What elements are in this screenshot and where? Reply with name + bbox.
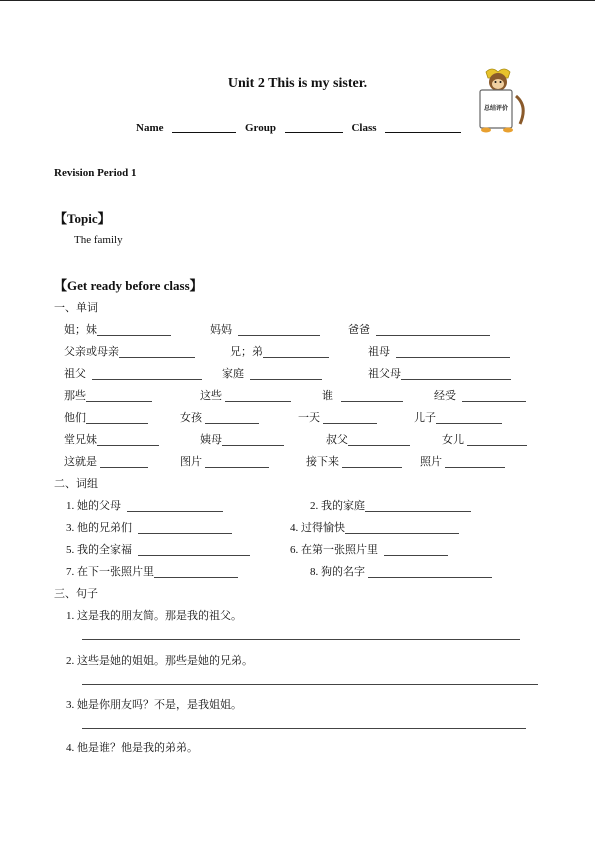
- answer-blank[interactable]: [100, 456, 148, 468]
- vocab-item: [64, 453, 148, 469]
- phrase-item: [290, 541, 448, 557]
- vocab-item: [180, 453, 269, 469]
- vocab-prompt: 叔父: [326, 434, 348, 446]
- answer-blank[interactable]: [263, 346, 329, 358]
- phrase-item: [66, 541, 250, 557]
- answer-blank[interactable]: [138, 544, 250, 556]
- phrase-item: [310, 497, 471, 513]
- vocab-prompt: 女孩: [180, 412, 202, 424]
- answer-blank[interactable]: [368, 566, 492, 578]
- class-field[interactable]: [385, 122, 461, 133]
- sentence-answer-line[interactable]: [82, 639, 520, 640]
- vocab-item: [210, 321, 320, 337]
- answer-blank[interactable]: [342, 456, 402, 468]
- vocab-prompt: 祖父: [64, 368, 86, 380]
- sentence-answer-line[interactable]: [82, 728, 526, 729]
- vocab-item: [322, 387, 403, 403]
- vocab-item: [434, 387, 526, 403]
- answer-blank[interactable]: [92, 368, 202, 380]
- page-top-border: [0, 0, 595, 1]
- get-ready-heading: 【Get ready before class】: [54, 278, 203, 293]
- vocab-prompt: 他们: [64, 412, 86, 424]
- phrase-item: [66, 563, 238, 579]
- vocab-item: [306, 453, 402, 469]
- vocab-prompt: 接下来: [306, 456, 339, 468]
- phrases-heading: 二、词组: [54, 478, 98, 490]
- vocab-prompt: 堂兄妹: [64, 434, 97, 446]
- vocab-prompt: 家庭: [222, 368, 244, 380]
- vocab-prompt: 女儿: [442, 434, 464, 446]
- phrase-prompt: 3. 他的兄弟们: [66, 522, 132, 534]
- phrase-item: [310, 563, 492, 579]
- group-field[interactable]: [285, 122, 343, 133]
- phrase-prompt: 2. 我的家庭: [310, 500, 365, 512]
- phrase-item: [66, 519, 232, 535]
- class-label: Class: [351, 122, 377, 134]
- vocab-prompt: 姐；妹: [64, 324, 97, 336]
- phrase-item: [290, 519, 459, 535]
- answer-blank[interactable]: [119, 346, 195, 358]
- vocab-prompt: 谁: [322, 390, 333, 402]
- vocab-item: [414, 409, 502, 425]
- vocab-item: [64, 343, 195, 359]
- phrase-prompt: 1. 她的父母: [66, 500, 121, 512]
- vocab-item: [64, 321, 171, 337]
- vocab-item: [64, 387, 152, 403]
- answer-blank[interactable]: [225, 390, 291, 402]
- answer-blank[interactable]: [396, 346, 510, 358]
- phrase-item: [66, 497, 223, 513]
- answer-blank[interactable]: [222, 434, 284, 446]
- group-label: Group: [245, 122, 276, 134]
- vocab-item: [200, 431, 284, 447]
- answer-blank[interactable]: [348, 434, 410, 446]
- name-field[interactable]: [172, 122, 236, 133]
- answer-blank[interactable]: [341, 390, 403, 402]
- vocab-item: [64, 365, 202, 381]
- answer-blank[interactable]: [365, 500, 471, 512]
- period-label: Revision Period 1: [54, 167, 137, 179]
- answer-blank[interactable]: [436, 412, 502, 424]
- name-label: Name: [136, 122, 164, 134]
- vocab-prompt: 这就是: [64, 456, 97, 468]
- vocab-prompt: 祖母: [368, 346, 390, 358]
- vocab-prompt: 儿子: [414, 412, 436, 424]
- answer-blank[interactable]: [345, 522, 459, 534]
- vocab-prompt: 那些: [64, 390, 86, 402]
- vocab-prompt: 一天: [298, 412, 320, 424]
- vocab-item: [326, 431, 410, 447]
- answer-blank[interactable]: [384, 544, 448, 556]
- answer-blank[interactable]: [86, 412, 148, 424]
- vocab-item: [298, 409, 377, 425]
- vocab-prompt: 父亲或母亲: [64, 346, 119, 358]
- vocab-prompt: 爸爸: [348, 324, 370, 336]
- vocab-item: [420, 453, 505, 469]
- phrase-prompt: 4. 过得愉快: [290, 522, 345, 534]
- vocabulary-heading: 一、单词: [54, 302, 98, 314]
- phrase-prompt: 6. 在第一张照片里: [290, 544, 378, 556]
- vocab-prompt: 图片: [180, 456, 202, 468]
- student-info-row: [136, 122, 467, 134]
- vocab-prompt: 妈妈: [210, 324, 232, 336]
- vocab-item: [442, 431, 527, 447]
- answer-blank[interactable]: [205, 456, 269, 468]
- topic-heading: 【Topic】: [54, 211, 111, 226]
- phrase-prompt: 8. 狗的名字: [310, 566, 365, 578]
- answer-blank[interactable]: [154, 566, 238, 578]
- answer-blank[interactable]: [127, 500, 223, 512]
- answer-blank[interactable]: [401, 368, 511, 380]
- answer-blank[interactable]: [467, 434, 527, 446]
- worksheet-title: Unit 2 This is my sister.: [227, 76, 368, 91]
- topic-text: The family: [74, 234, 123, 246]
- sentence-prompt: 1. 这是我的朋友简。那是我的祖父。: [66, 610, 242, 622]
- vocab-item: [230, 343, 329, 359]
- sentence-answer-line[interactable]: [82, 684, 538, 685]
- phrase-prompt: 5. 我的全家福: [66, 544, 132, 556]
- vocab-item: [64, 409, 148, 425]
- vocab-prompt: 祖父母: [368, 368, 401, 380]
- vocab-item: [200, 387, 291, 403]
- answer-blank[interactable]: [97, 434, 159, 446]
- evaluation-logo: [472, 66, 528, 134]
- answer-blank[interactable]: [138, 522, 232, 534]
- answer-blank[interactable]: [250, 368, 322, 380]
- vocab-item: [64, 431, 159, 447]
- answer-blank[interactable]: [97, 324, 171, 336]
- sentence-prompt: 3. 她是你朋友吗？不是，是我姐姐。: [66, 699, 242, 711]
- answer-blank[interactable]: [323, 412, 377, 424]
- sentence-prompt: 4. 他是谁？他是我的弟弟。: [66, 742, 198, 754]
- answer-blank[interactable]: [238, 324, 320, 336]
- answer-blank[interactable]: [205, 412, 259, 424]
- vocab-prompt: 兄；弟: [230, 346, 263, 358]
- answer-blank[interactable]: [86, 390, 152, 402]
- vocab-item: [368, 343, 510, 359]
- logo-text: 总结评价: [483, 105, 509, 112]
- vocab-prompt: 这些: [200, 390, 222, 402]
- answer-blank[interactable]: [462, 390, 526, 402]
- vocab-item: [180, 409, 259, 425]
- vocab-prompt: 经受: [434, 390, 456, 402]
- vocab-item: [368, 365, 511, 381]
- sentence-prompt: 2. 这些是她的姐姐。那些是她的兄弟。: [66, 655, 253, 667]
- monkey-icon: [472, 66, 528, 134]
- sentences-heading: 三、句子: [54, 588, 98, 600]
- answer-blank[interactable]: [376, 324, 490, 336]
- phrase-prompt: 7. 在下一张照片里: [66, 566, 154, 578]
- vocab-item: [222, 365, 322, 381]
- vocab-item: [348, 321, 490, 337]
- answer-blank[interactable]: [445, 456, 505, 468]
- vocab-prompt: 照片: [420, 456, 442, 468]
- vocab-prompt: 姨母: [200, 434, 222, 446]
